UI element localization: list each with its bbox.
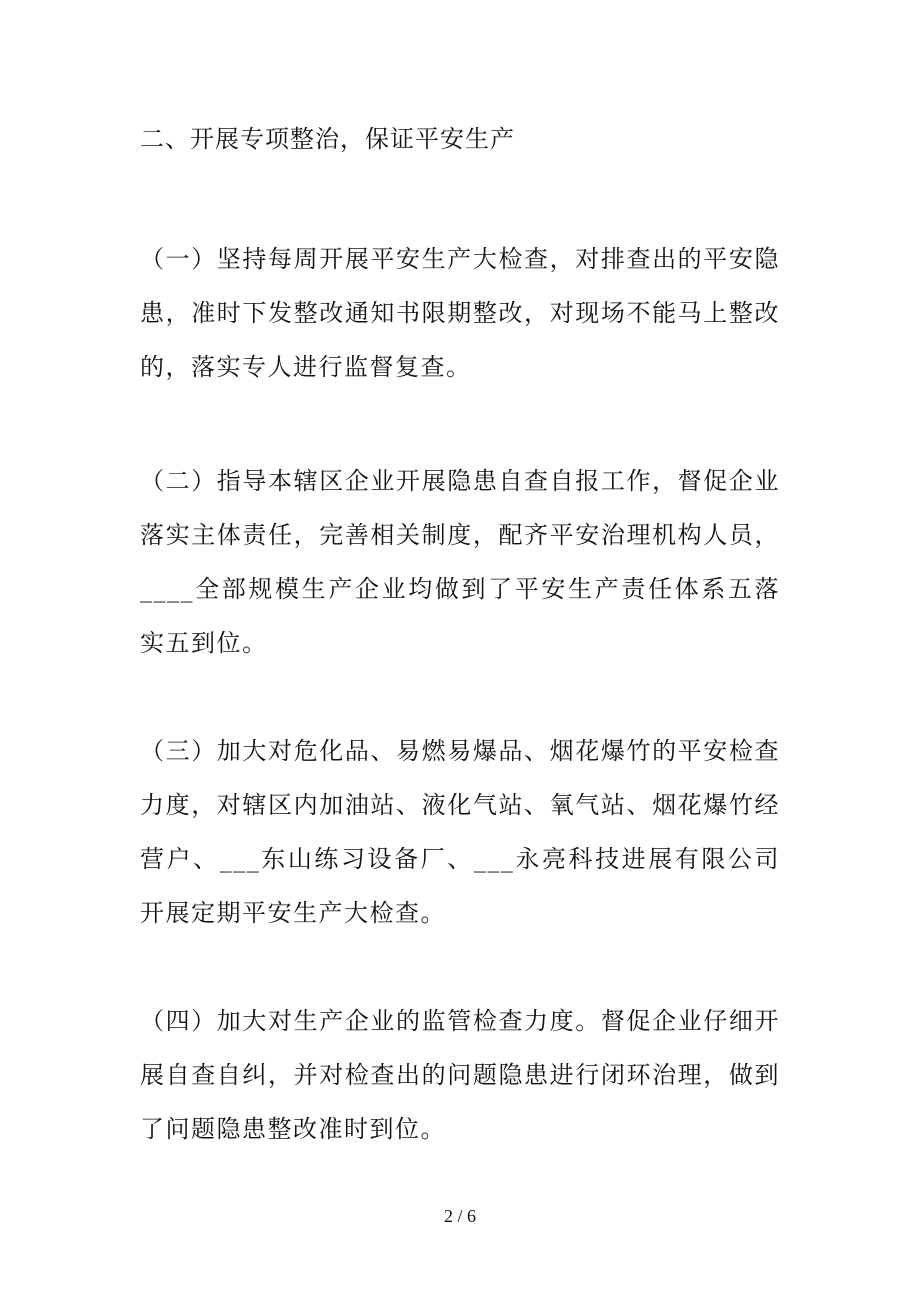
paragraph-1: （一）坚持每周开展平安生产大检查，对排查出的平安隐患，准时下发整改通知书限期整改，对现场不能马上整改的，落实专人进行监督复查。 (140, 245, 780, 381)
section-heading: 二、开展专项整治，保证平安生产 (140, 125, 515, 153)
paragraph-4: （四）加大对生产企业的监管检查力度。督促企业仔细开展自查自纠，并对检查出的问题隐患进行闭环治理，做到了问题隐患整改准时到位。 (140, 1007, 780, 1143)
paragraph-3: （三）加大对危化品、易燃易爆品、烟花爆竹的平安检查力度，对辖区内加油站、液化气站、氧气站、烟花爆竹经营户、___东山练习设备厂、___永亮科技进展有限公司开展定期平安生产大检查。 (140, 737, 780, 927)
paragraph-2: （二）指导本辖区企业开展隐患自查自报工作，督促企业落实主体责任，完善相关制度，配齐平安治理机构人员，____全部规模生产企业均做到了平安生产责任体系五落实五到位。 (140, 467, 780, 657)
page-number: 2 / 6 (443, 1206, 476, 1226)
